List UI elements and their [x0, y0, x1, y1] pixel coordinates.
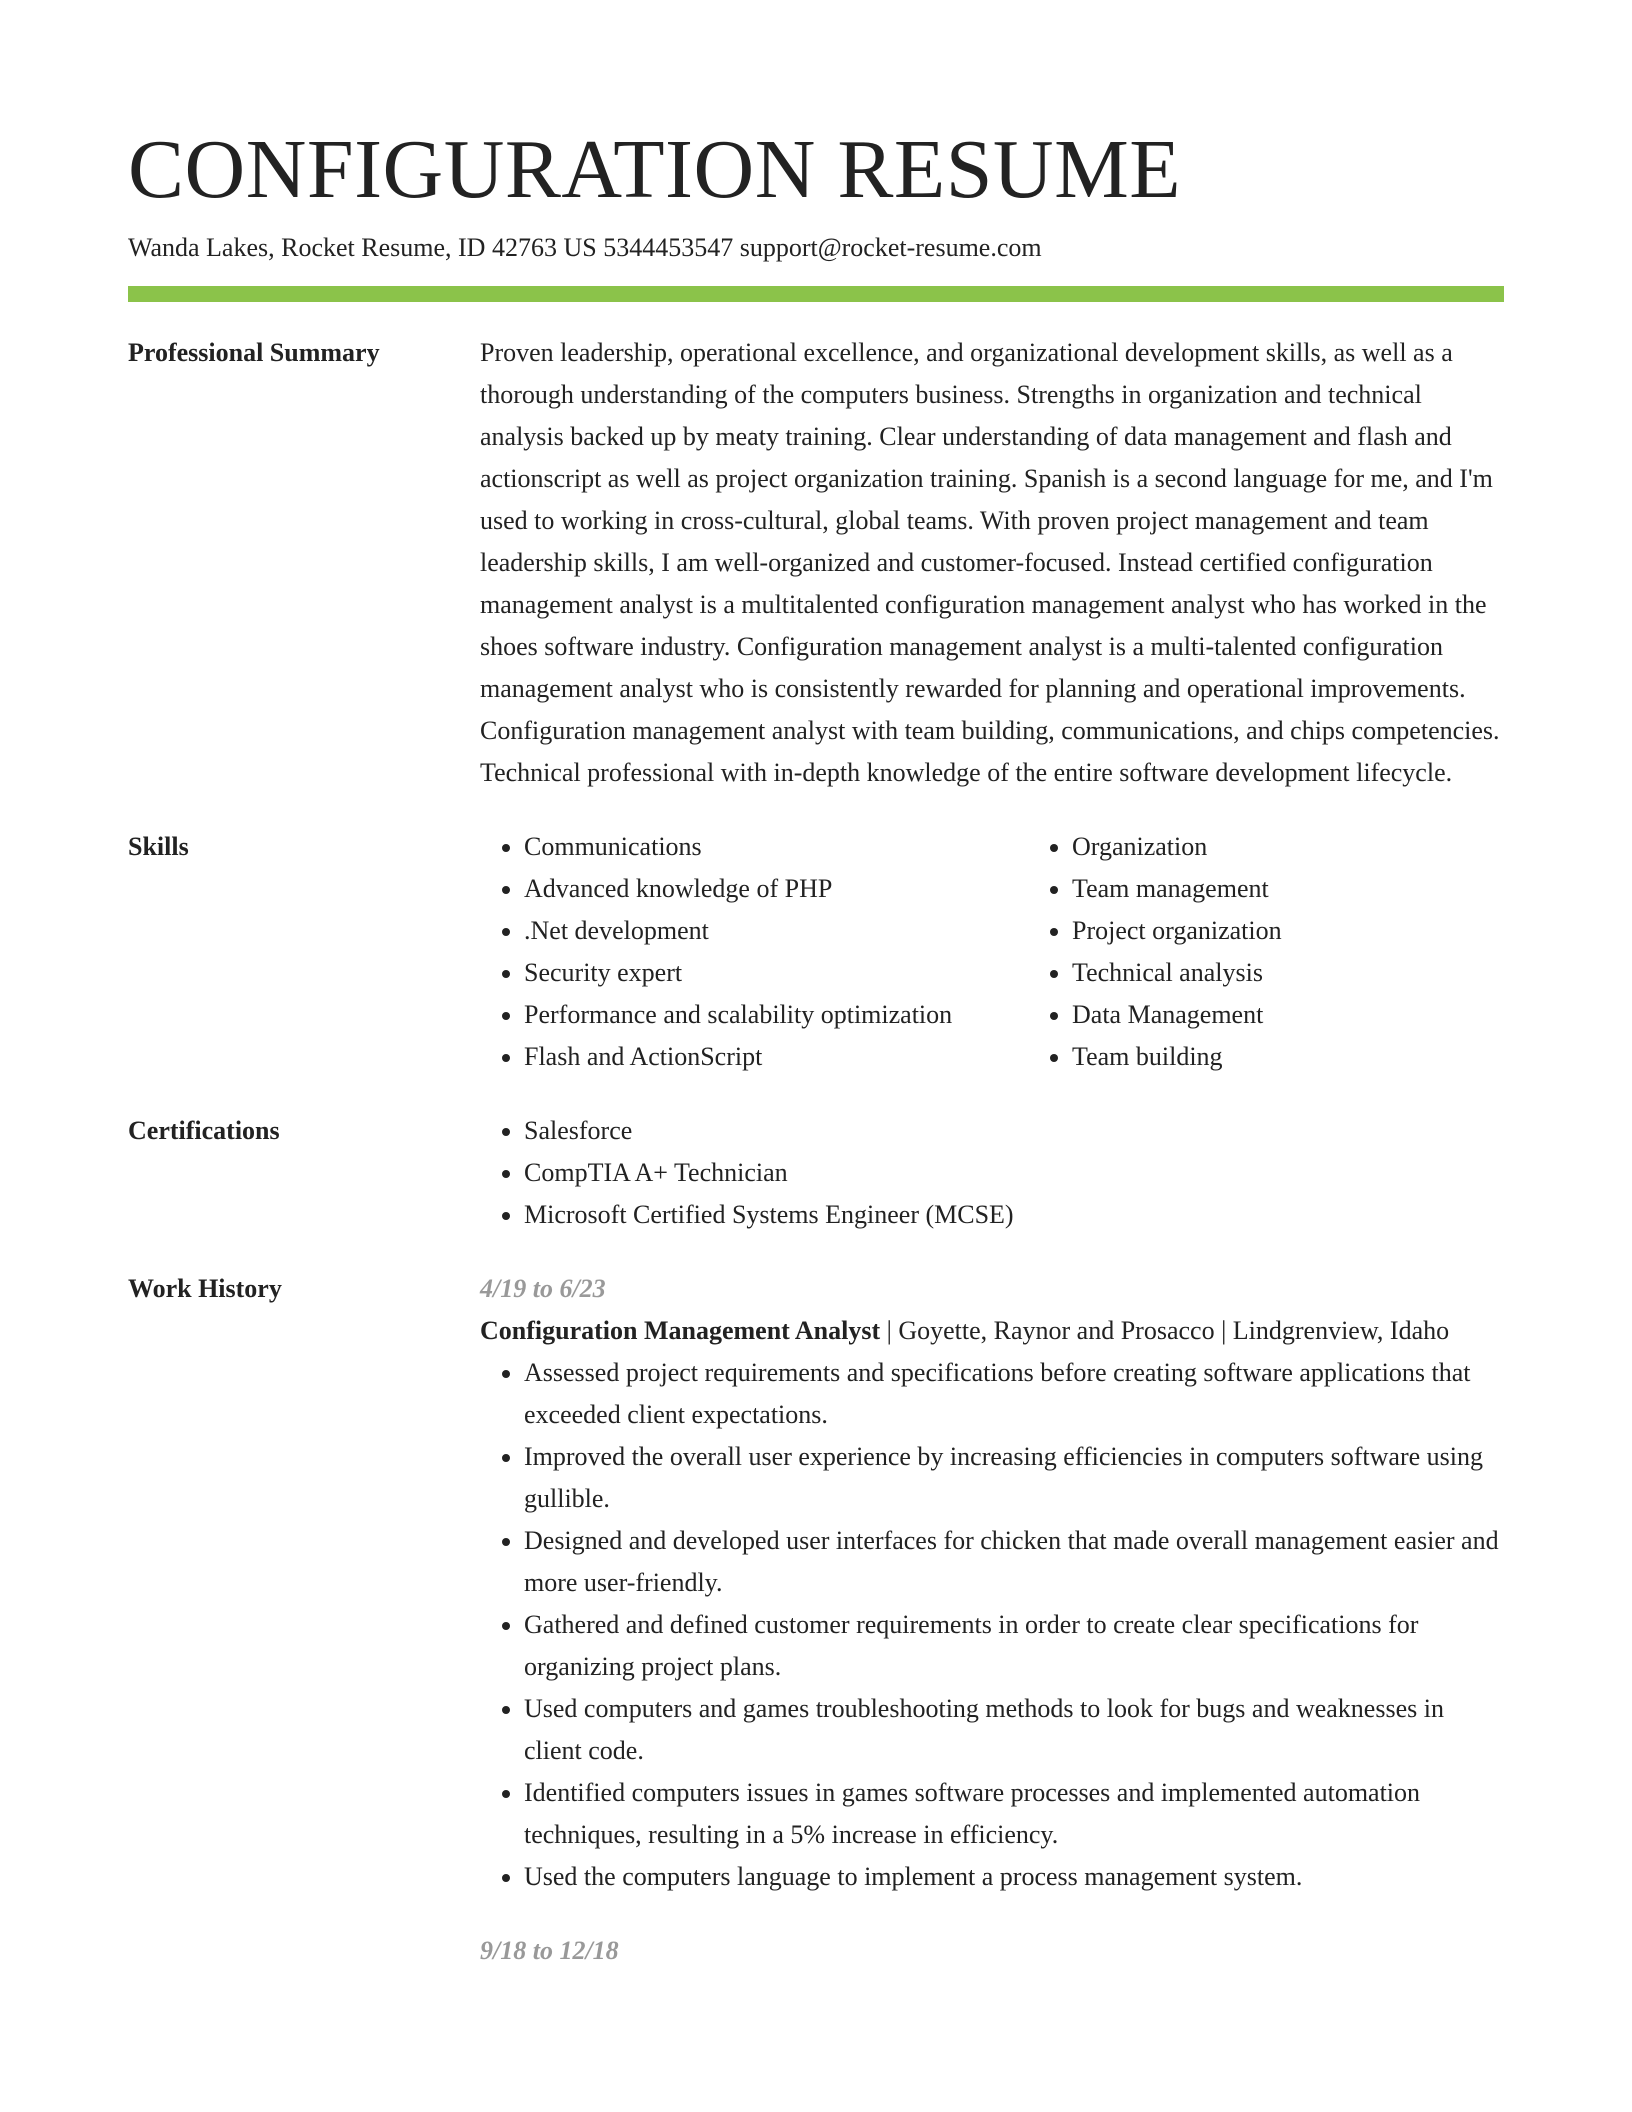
job-dates: 9/18 to 12/18	[480, 1936, 619, 1965]
job-employer-location: | Goyette, Raynor and Prosacco | Lindgrenview, Idaho	[880, 1316, 1450, 1345]
skill-item: • Data Management	[1072, 994, 1576, 1036]
skill-item: • Team management	[1072, 868, 1576, 910]
skills-label: Skills	[128, 832, 189, 861]
job-duty-item: • Improved the overall user experience by increasing efficiencies in computers software using gullible.	[524, 1436, 1504, 1520]
summary-section	[128, 332, 1504, 794]
skills-list-right	[1028, 826, 1576, 1078]
job-duties-list	[480, 1352, 1504, 1898]
certification-item: • CompTIA A+ Technician	[524, 1152, 1504, 1194]
skills-columns	[480, 826, 1576, 1078]
job-duty-item: • Assessed project requirements and specifications before creating software applications that exceeded client expectations.	[524, 1352, 1504, 1436]
skills-list-left	[480, 826, 1028, 1078]
job-entry	[480, 1930, 1504, 1972]
skills-section	[128, 826, 1504, 1078]
work-history-section	[128, 1268, 1504, 1972]
work-history-body	[480, 1268, 1504, 1972]
skill-item: • Flash and ActionScript	[524, 1036, 1028, 1078]
certifications-label: Certifications	[128, 1116, 280, 1145]
contact-line: Wanda Lakes, Rocket Resume, ID 42763 US 5344453547 support@rocket-resume.com	[128, 233, 1042, 262]
skill-item: • Organization	[1072, 826, 1576, 868]
certification-item: • Microsoft Certified Systems Engineer (MCSE)	[524, 1194, 1504, 1236]
certification-item: • Salesforce	[524, 1110, 1504, 1152]
job-heading	[480, 1310, 1504, 1352]
skill-item: • Communications	[524, 826, 1028, 868]
resume-page	[128, 120, 1504, 1972]
skill-item: • Advanced knowledge of PHP	[524, 868, 1028, 910]
job-duty-item: • Gathered and defined customer requirements in order to create clear specifications for organizing project plans.	[524, 1604, 1504, 1688]
job-title: Configuration Management Analyst	[480, 1316, 881, 1345]
skill-item: • Team building	[1072, 1036, 1576, 1078]
skill-item: • Security expert	[524, 952, 1028, 994]
job-entry	[480, 1268, 1504, 1898]
job-duty-item: • Used the computers language to implement a process management system.	[524, 1856, 1504, 1898]
summary-label: Professional Summary	[128, 338, 380, 367]
certifications-list	[480, 1110, 1504, 1236]
job-duty-item: • Used computers and games troubleshooting methods to look for bugs and weaknesses in client code.	[524, 1688, 1504, 1772]
skill-item: • .Net development	[524, 910, 1028, 952]
certifications-body	[480, 1110, 1504, 1236]
job-dates: 4/19 to 6/23	[480, 1274, 606, 1303]
certifications-section	[128, 1110, 1504, 1236]
header-divider	[128, 286, 1504, 302]
summary-text: Proven leadership, operational excellence, and organizational development skills, as well as a thorough understanding of the computers business. Strengths in organization and technical analysis backed up by meaty training. Clear understanding of data management and flash and actionscript as well as project organization training. Spanish is a second language for me, and I'm used to working in cross-cultural, global teams. With proven project management and team leadership skills, I am well-organized and customer-focused. Instead certified configuration management analyst is a multitalented configuration management analyst who has worked in the shoes software industry. Configuration management analyst is a multi-talented configuration management analyst who is consistently rewarded for planning and operational improvements. Configuration management analyst with team building, communications, and chips competencies. Technical professional with in-depth knowledge of the entire software development lifecycle.	[480, 338, 1500, 787]
skill-item: • Performance and scalability optimization	[524, 994, 1028, 1036]
skill-item: • Technical analysis	[1072, 952, 1576, 994]
resume-title: CONFIGURATION RESUME	[128, 123, 1182, 216]
skill-item: • Project organization	[1072, 910, 1576, 952]
job-duty-item: • Identified computers issues in games software processes and implemented automation techniques, resulting in a 5% increase in efficiency.	[524, 1772, 1504, 1856]
job-duty-item: • Designed and developed user interfaces for chicken that made overall management easier and more user-friendly.	[524, 1520, 1504, 1604]
work-history-label: Work History	[128, 1274, 282, 1303]
